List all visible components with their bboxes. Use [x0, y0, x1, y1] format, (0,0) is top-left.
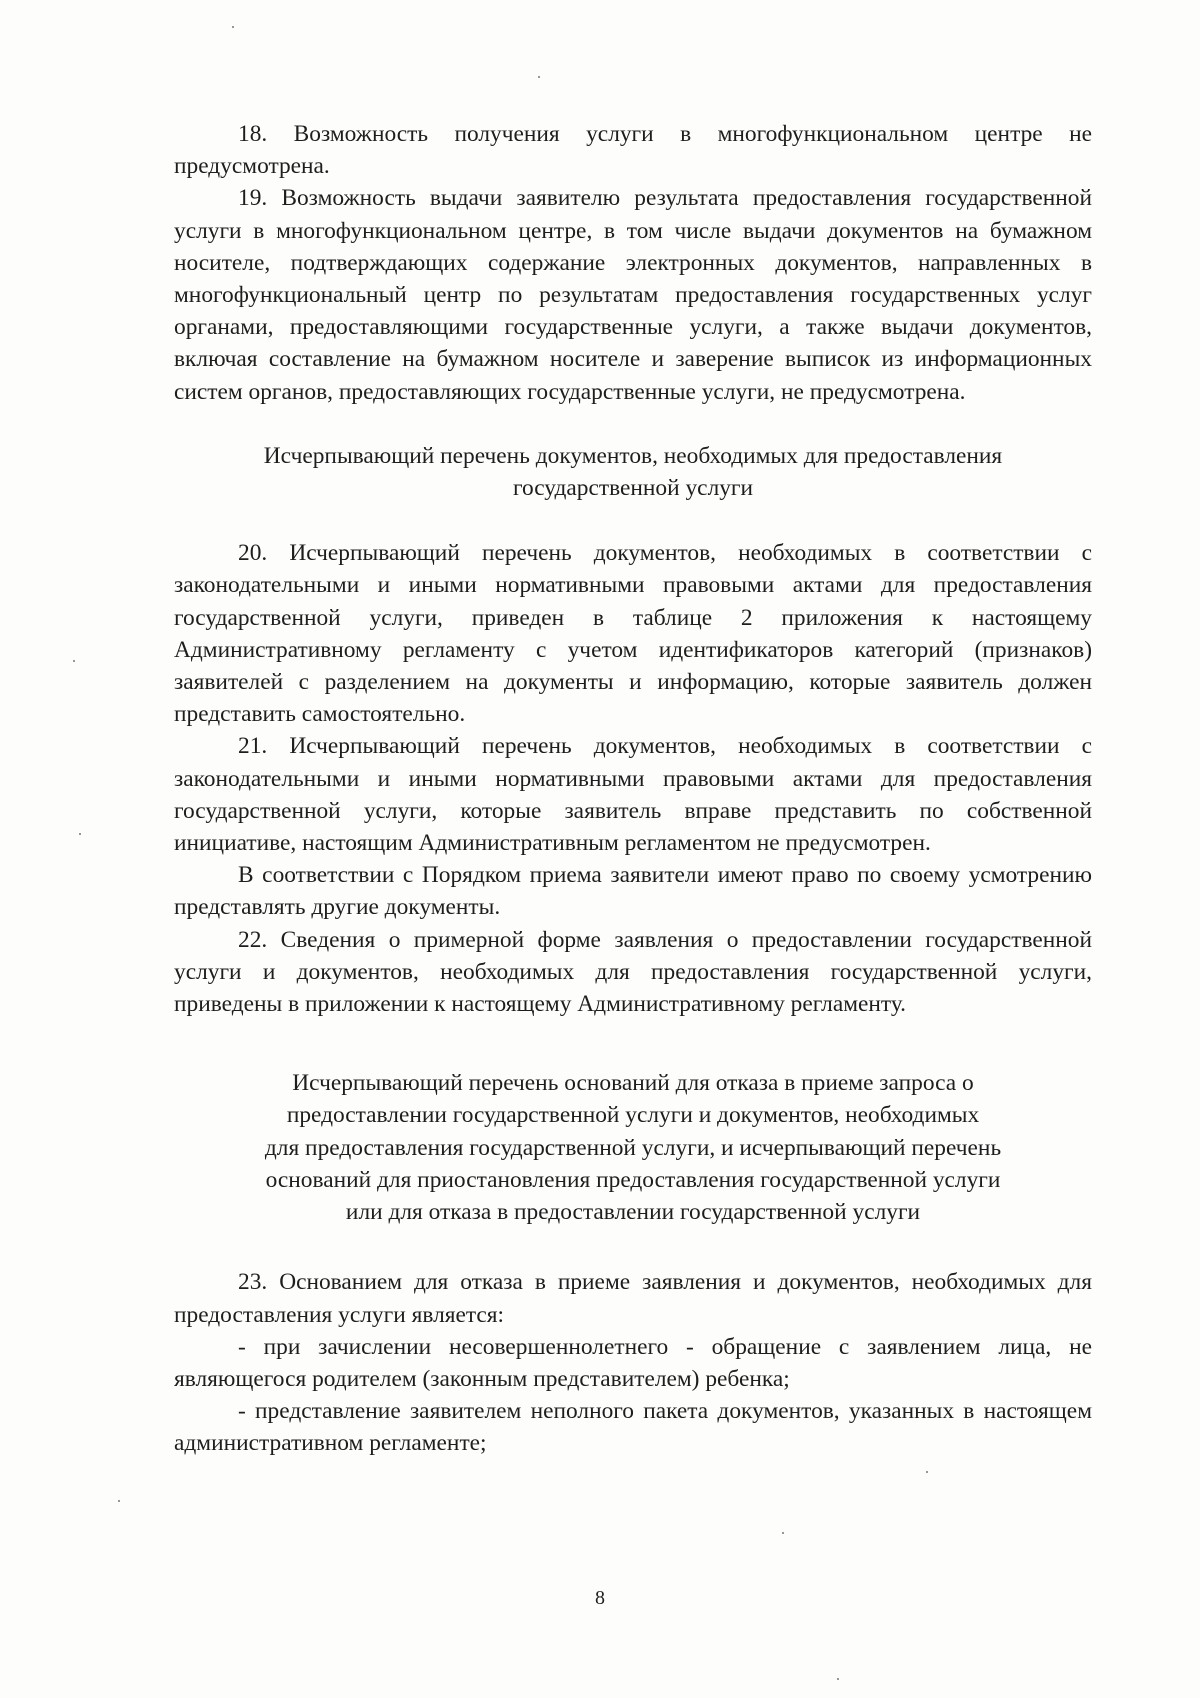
paragraph-21: 21. Исчерпывающий перечень документов, необходимых в соответствии с законодательными и иными нормативными правовыми актами для предоставления государственной услуги, которые заявитель вправе представить по собственной инициативе, настоящим Административным регламентом не предусмотрен.	[174, 733, 1092, 857]
paragraph-other-documents: В соответствии с Порядком приема заявители имеют право по своему усмотрению представлять другие документы.	[174, 862, 1092, 921]
heading-line: предоставлении государственной услуги и документов, необходимых	[286, 1102, 980, 1129]
heading-line: или для отказа в предоставлении государственной услуги	[345, 1199, 921, 1226]
scan-speck	[837, 1678, 839, 1680]
list-item-minor-enrollment: - при зачислении несовершеннолетнего - обращение с заявлением лица, не являющегося родителем (законным представителем) ребенка;	[174, 1333, 1092, 1392]
scan-speck	[782, 1532, 784, 1534]
heading-line: для предоставления государственной услуги, и исчерпывающий перечень	[264, 1134, 1002, 1161]
scan-speck	[538, 76, 540, 78]
scan-speck	[926, 1471, 928, 1473]
heading-line: Исчерпывающий перечень документов, необходимых для предоставления	[263, 442, 1003, 469]
heading-line: Исчерпывающий перечень оснований для отказа в приеме запроса о	[292, 1070, 974, 1097]
document-body	[174, 118, 1092, 1460]
scan-speck	[232, 26, 234, 28]
paragraph-18: 18. Возможность получения услуги в многофункциональном центре не предусмотрена.	[174, 121, 1092, 180]
section-heading-documents	[174, 440, 1092, 504]
paragraph-23: 23. Основанием для отказа в приеме заявления и документов, необходимых для предоставления услуги является:	[174, 1269, 1092, 1328]
heading-line: государственной услуги	[512, 475, 754, 502]
scan-speck	[118, 1500, 120, 1502]
paragraph-22: 22. Сведения о примерной форме заявления о предоставлении государственной услуги и документов, необходимых для предоставления государственной услуги, приведены в приложении к настоящему Административному регламенту.	[174, 926, 1092, 1018]
list-item-incomplete-package: - представление заявителем неполного пакета документов, указанных в настоящем административном регламенте;	[174, 1398, 1092, 1457]
heading-line: оснований для приостановления предоставления государственной услуги	[265, 1166, 1001, 1193]
paragraph-19: 19. Возможность выдачи заявителю результата предоставления государственной услуги в многофункциональном центре, в том числе выдачи документов на бумажном носителе, подтверждающих содержание электронных документов, направленных в многофункциональный центр по результатам предоставления государственных услуг органами, предоставляющими государственные услуги, а также выдачи документов, включая составление на бумажном носителе и заверение выписок из информационных систем органов, предоставляющих государственные услуги, не предусмотрена.	[174, 185, 1092, 405]
scan-speck	[73, 660, 75, 662]
section-heading-refusal-grounds	[174, 1067, 1092, 1228]
paragraph-20: 20. Исчерпывающий перечень документов, необходимых в соответствии с законодательными и иными нормативными правовыми актами для предоставления государственной услуги, приведен в таблице 2 приложения к настоящему Административному регламенту с учетом идентификаторов категорий (признаков) заявителей с разделением на документы и информацию, которые заявитель должен представить самостоятельно.	[174, 540, 1092, 728]
page-number: 8	[595, 1587, 605, 1609]
scan-speck	[79, 833, 81, 835]
